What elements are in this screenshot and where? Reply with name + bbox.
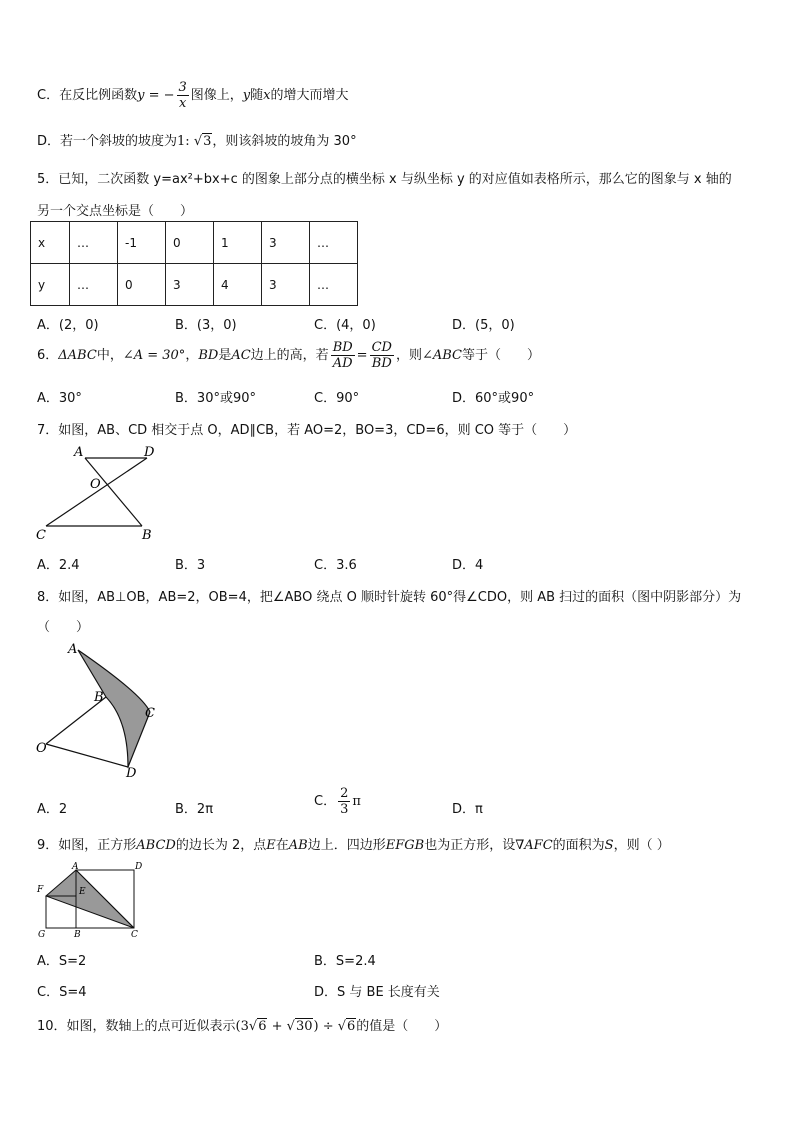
sqrt-sign: √	[286, 1019, 295, 1034]
label-o: O	[90, 477, 101, 492]
q7-option-c[interactable]: C．3.6	[314, 558, 357, 573]
q9-option-a[interactable]: A．S=2	[37, 954, 87, 969]
q6-option-c[interactable]: C．90°	[314, 391, 360, 406]
q8-option-a[interactable]: A．2	[37, 802, 68, 817]
label-d: D	[144, 445, 155, 460]
q5-value-table	[30, 221, 358, 306]
table-row: y … 0 3 4 3 …	[31, 264, 358, 306]
label-a: A	[68, 642, 78, 657]
q5-stem-line2: 另一个交点坐标是（ ）	[37, 204, 194, 219]
segment-od	[46, 744, 128, 767]
q8-option-c[interactable]: C． $\frac{2}{3}$ π	[314, 786, 361, 817]
q4-option-c: C．在反比例函数y = − $\frac{3}{x}$ 图像上，y随x的增大而增大	[37, 80, 349, 111]
q9-figure	[34, 860, 154, 940]
label-b: B	[94, 690, 104, 705]
q6-stem: 6．ΔABC中，∠A = 30°，BD是AC边上的高，若 $\frac{BD}{AD}$ = $\frac{CD}{BD}$ ，则∠ABC等于（ ）	[37, 340, 541, 371]
label-a: A	[74, 445, 84, 460]
triangle-afc	[46, 870, 134, 928]
label-f: F	[37, 885, 44, 895]
label-c: C	[145, 706, 155, 721]
q5-option-c[interactable]: C．(4，0)	[314, 318, 376, 333]
q7-option-b[interactable]: B．3	[175, 558, 206, 573]
q6-fraction-1: $\frac{BD}{AD}$	[332, 340, 353, 371]
line-ab	[85, 458, 142, 526]
q10-stem: 10．如图，数轴上的点可近似表示(3√6 + √30) ÷ √6的值是（ ）	[37, 1019, 448, 1034]
label-b: B	[74, 930, 81, 940]
q8-figure	[30, 640, 170, 780]
q5-stem-line1: 5．已知，二次函数 y=ax²+bx+c 的图象上部分点的横坐标 x 与纵坐标 y 的对应值如表格所示，那么它的图象与 x 轴的	[37, 172, 732, 187]
label-d: D	[126, 766, 137, 780]
label-c: C	[131, 930, 138, 940]
q5-option-b[interactable]: B．(3，0)	[175, 318, 237, 333]
q8-option-b[interactable]: B．2π	[175, 802, 214, 817]
sqrt-sign: √	[193, 134, 203, 149]
q6-option-d[interactable]: D．60°或90°	[452, 391, 535, 406]
q9-option-d[interactable]: D．S 与 BE 长度有关	[314, 985, 440, 1000]
q6-option-b[interactable]: B．30°或90°	[175, 391, 257, 406]
q9-option-b[interactable]: B．S=2.4	[314, 954, 376, 969]
label-b: B	[142, 528, 152, 543]
line-cd	[46, 458, 147, 526]
q8-stem-line2: （ ）	[37, 620, 90, 635]
q8-option-c-fraction: $\frac{2}{3}$	[340, 786, 349, 817]
label-a: A	[72, 862, 79, 872]
q6-fraction-2: $\frac{CD}{BD}$	[371, 340, 392, 371]
table-row: x … -1 0 1 3 …	[31, 222, 358, 264]
sqrt-sign: √	[248, 1019, 258, 1034]
q9-option-c[interactable]: C．S=4	[37, 985, 87, 1000]
q9-stem: 9．如图，正方形ABCD的边长为 2，点E在AB边上．四边形EFGB也为正方形，设∇AFC的面积为S，则（ ）	[37, 838, 670, 853]
q6-option-a[interactable]: A．30°	[37, 391, 82, 406]
q4-fraction: $\frac{3}{x}$	[178, 80, 187, 111]
label-c: C	[36, 528, 46, 543]
label-e: E	[79, 887, 86, 897]
q7-stem: 7．如图，AB、CD 相交于点 O，AD∥CB，若 AO=2，BO=3，CD=6，则 CO 等于（ ）	[37, 423, 577, 438]
q5-option-a[interactable]: A．(2，0)	[37, 318, 99, 333]
sqrt-sign: √	[337, 1019, 347, 1034]
q4-option-d: D．若一个斜坡的坡度为1: √3，则该斜坡的坡角为 30°	[37, 134, 357, 149]
q7-option-d[interactable]: D．4	[452, 558, 484, 573]
q8-stem-line1: 8．如图，AB⊥OB，AB=2，OB=4，把∠ABO 绕点 O 顺时针旋转 60°得∠CDO，则 AB 扫过的面积（图中阴影部分）为	[37, 590, 742, 605]
label-g: G	[38, 930, 46, 940]
label-o: O	[36, 741, 47, 756]
q7-figure	[30, 442, 170, 544]
q5-option-d[interactable]: D．(5，0)	[452, 318, 515, 333]
q8-option-d[interactable]: D．π	[452, 802, 483, 817]
q7-option-a[interactable]: A．2.4	[37, 558, 80, 573]
label-d: D	[135, 862, 143, 872]
